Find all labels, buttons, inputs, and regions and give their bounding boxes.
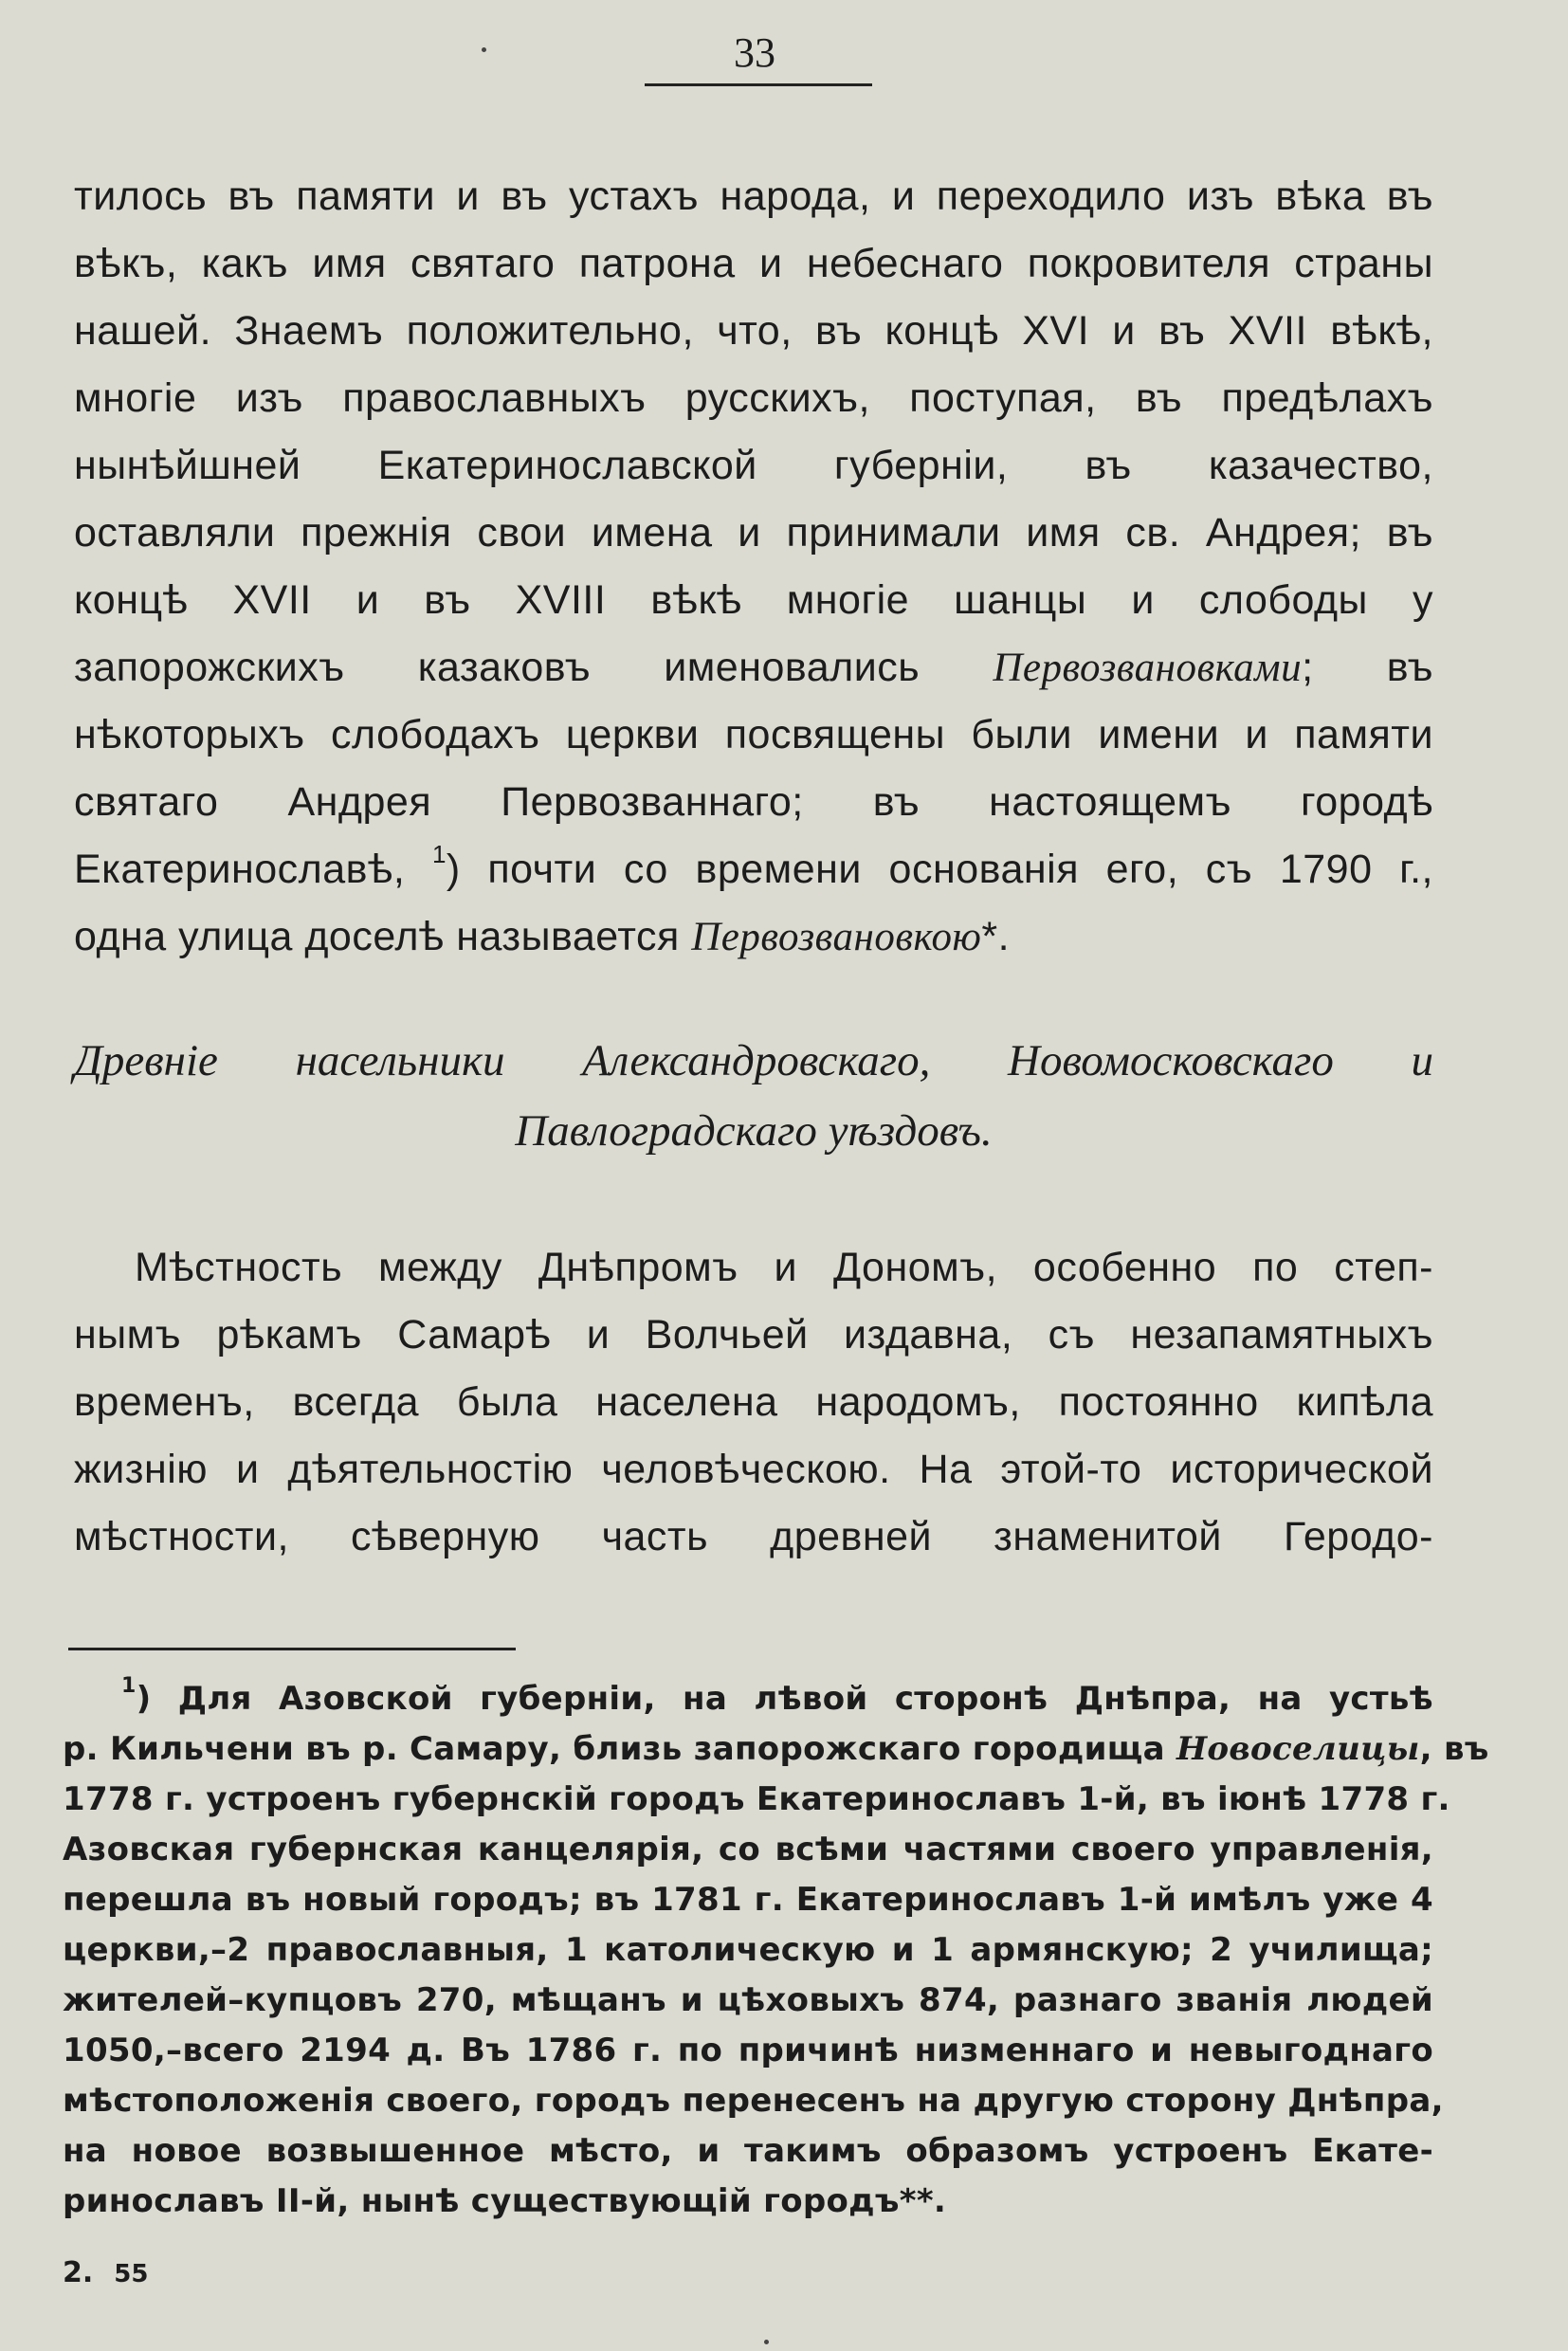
text-line: концѣ XVII и въ XVIII вѣкѣ многіе шанцы и слободы у xyxy=(74,577,1433,623)
text-run: запорожскихъ казаковъ именовались xyxy=(74,645,994,690)
sheet-number: 2. xyxy=(63,2256,94,2289)
text-line: жизнію и дѣятельностію человѣческою. На этой-то исторической xyxy=(74,1447,1433,1492)
text-line: вѣкъ, какъ имя святаго патрона и небеснаго покровителя страны xyxy=(74,241,1433,286)
text-line: нѣкоторыхъ слободахъ церкви посвящены были имени и памяти xyxy=(74,712,1433,757)
speck xyxy=(482,47,486,52)
text-line: временъ, всегда была населена народомъ, постоянно кипѣла xyxy=(74,1379,1433,1425)
text-run: р. Кильчени въ р. Самару, близь запорожскаго городища xyxy=(63,1730,1176,1768)
text-line xyxy=(74,836,1433,903)
printer-signature xyxy=(63,2254,148,2293)
footnote-marker: 1 xyxy=(121,1673,137,1698)
footnote-line: перешла въ новый городъ; въ 1781 г. Екатеринославъ 1-й имѣлъ уже 4 xyxy=(63,1881,1433,1919)
footnote-line: на новое возвышенное мѣсто, и такимъ образомъ устроенъ Екате- xyxy=(63,2132,1433,2170)
text-run: , въ xyxy=(1419,1730,1489,1768)
text-run: ; въ xyxy=(1302,645,1433,690)
text-run: ) Для Азовской губерніи, на лѣвой сторонѣ Днѣпра, на устьѣ xyxy=(136,1680,1433,1718)
text-line: многіе изъ православныхъ русскихъ, поступая, въ предѣлахъ xyxy=(74,375,1433,421)
italic-term: Новоселицы xyxy=(1176,1730,1420,1768)
section-heading xyxy=(74,1026,1433,1166)
page-number-rule xyxy=(645,83,872,86)
footnote xyxy=(63,1673,1489,2227)
signature-number: 55 xyxy=(114,2260,149,2288)
text-line: оставляли прежнія свои имена и принимали имя св. Андрея; въ xyxy=(74,510,1433,556)
page-number: 33 xyxy=(734,29,775,76)
italic-term: Первозвановками xyxy=(993,646,1303,690)
text-line: тилось въ памяти и въ устахъ народа, и переходило изъ вѣка въ xyxy=(74,173,1433,219)
footnote-line: 1778 г. устроенъ губернскій городъ Екатеринославъ 1-й, въ іюнѣ 1778 г. xyxy=(63,1780,1450,1818)
paragraph-continued xyxy=(74,163,1433,971)
text-run: Екатеринославѣ, xyxy=(74,847,432,892)
footnote-line: церкви,–2 православныя, 1 католическую и 1 армянскую; 2 училища; xyxy=(63,1931,1433,1969)
footnote-line: жителей–купцовъ 270, мѣщанъ и цѣховыхъ 874, разнаго званія людей xyxy=(63,1981,1433,2019)
footnote-line xyxy=(63,1674,1433,1724)
text-run: ) почти со времени основанія его, съ 1790 г., xyxy=(446,847,1433,892)
footnote-line: 1050,–всего 2194 д. Въ 1786 г. по причинѣ низменнаго и невыгоднаго xyxy=(63,2032,1433,2069)
text-line: святаго Андрея Первозваннаго; въ настоящемъ городѣ xyxy=(74,779,1433,825)
footnote-reference: 1 xyxy=(431,839,447,868)
footnote-line xyxy=(63,1724,1489,1775)
footnote-separator xyxy=(68,1648,516,1650)
footnote-line: Азовская губернская канцелярія, со всѣми частями своего управленія, xyxy=(63,1831,1433,1868)
paragraph xyxy=(74,1234,1433,1571)
heading-line: Павлоградскаго уѣздовъ. xyxy=(515,1106,993,1156)
text-line xyxy=(74,634,1433,702)
text-line: нынѣйшней Екатеринославской губерніи, въ казачество, xyxy=(74,443,1433,488)
text-line: мѣстности, сѣверную часть древней знаменитой Геродо- xyxy=(74,1514,1433,1559)
heading-line: Древніе насельники Александровскаго, Новомосковскаго и xyxy=(74,1036,1433,1085)
speck xyxy=(764,2340,769,2344)
text-line: Мѣстность между Днѣпромъ и Дономъ, особенно по степ- xyxy=(135,1245,1433,1290)
footnote-line: ринославъ II-й, нынѣ существующій городъ**. xyxy=(63,2182,947,2220)
text-run: *. xyxy=(981,914,1011,959)
text-line: нымъ рѣкамъ Самарѣ и Волчьей издавна, съ незапамятныхъ xyxy=(74,1312,1433,1358)
text-line: нашей. Знаемъ положительно, что, въ концѣ XVI и въ XVII вѣкѣ, xyxy=(74,308,1433,354)
text-line xyxy=(74,903,1433,971)
text-run: одна улица доселѣ называется xyxy=(74,914,692,959)
footnote-line: мѣстоположенія своего, городъ перенесенъ на другую сторону Днѣпра, xyxy=(63,2082,1444,2120)
italic-term: Первозвановкою xyxy=(691,915,982,959)
